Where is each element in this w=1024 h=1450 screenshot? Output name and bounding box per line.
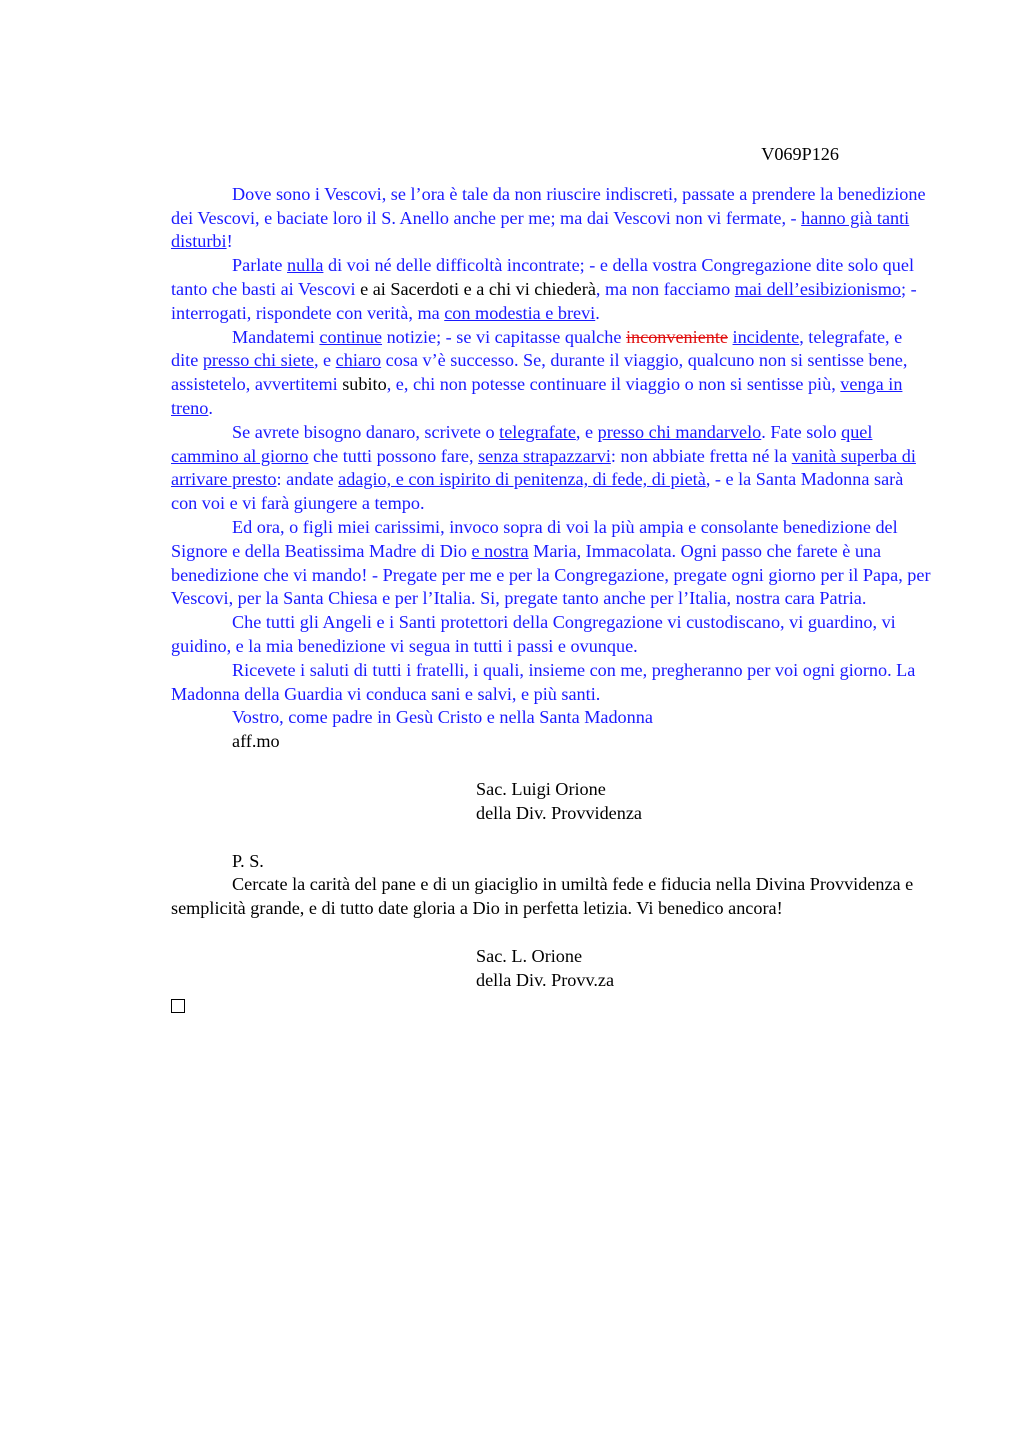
text: Maria, Immacolata. Ogni passo che farete è una benedizione che vi mando! - Pregate per me e per la Congregazione, pregate ogni giorno per il Papa, per Vescovi, per la Santa Chiesa e per l’Italia. Si, pregate tanto anche per l’Italia, nostra cara Patria. [171, 540, 931, 609]
text: Ed ora, o figli miei carissimi, invoco sopra di voi la più ampia e consolante benedizione del Signore e della Beatissima Madre di Dio [171, 516, 898, 561]
text: Dove sono i Vescovi, se l’ora è tale da non riuscire indiscreti, passate a prendere la benedizione dei Vescovi, e baciate loro il S. Anello anche per me; ma dai Vescovi non vi fermate, - [171, 183, 926, 228]
spacer [171, 826, 931, 850]
paragraph-greetings: Ricevete i saluti di tutti i fratelli, i quali, insieme con me, pregheranno per voi ogni giorno. La Madonna della Guardia vi conduca sani e salvi, e più santi. [171, 659, 916, 704]
paragraph-money [171, 421, 931, 516]
text: , e [575, 421, 598, 442]
underlined-text: hanno già tanti disturbi [171, 207, 910, 252]
underlined-text: adagio, e con ispirito di penitenza, di fede, di pietà [338, 469, 706, 490]
ps-paragraph: Cercate la carità del pane e di un giaciglio in umiltà fede e fiducia nella Divina Provvidenza e semplicità grande, e di tutto date gloria a Dio in perfetta letizia. Vi benedico ancora! [171, 874, 914, 919]
underlined-text: nulla [287, 255, 324, 276]
text: . [595, 302, 600, 323]
text: Se avrete bisogno danaro, scrivete o [232, 421, 500, 442]
signature-name: Sac. Luigi Orione [476, 778, 606, 799]
paragraph-news [171, 326, 931, 421]
original-text: subito [337, 374, 387, 395]
ps-label: P. S. [232, 850, 264, 871]
text: ! [226, 231, 233, 252]
empty-checkbox-icon [171, 999, 185, 1013]
text: cosa v’è successo. Se, durante il viaggio, qualcuno non si sentisse bene, assistetelo, avvertitemi [171, 350, 908, 395]
text: che tutti possono fare, [308, 445, 479, 466]
text: : non abbiate fretta né la [610, 445, 792, 466]
paragraph-blessing [171, 516, 931, 611]
text: : andate [276, 469, 339, 490]
underlined-text: e nostra [471, 540, 529, 561]
paragraph-speak [171, 254, 931, 325]
underlined-text: presso chi mandarvelo [597, 421, 762, 442]
spacer [171, 921, 931, 945]
text: notizie; - se vi capitasse qualche [382, 326, 626, 347]
spacer [171, 754, 931, 778]
underlined-text: chiaro [335, 350, 382, 371]
text: , - e la Santa Madonna sarà con voi e vi farà giungere a tempo. [171, 469, 904, 514]
text: Mandatemi [232, 326, 320, 347]
underlined-text: mai dell’esibizionismo [734, 278, 901, 299]
original-text: e ai Sacerdoti e a chi vi chiederà [355, 278, 596, 299]
letter-page [171, 143, 931, 1019]
paragraph-bishops [171, 183, 931, 254]
affmo-line: aff.mo [232, 731, 280, 752]
text: Parlate [232, 255, 288, 276]
text: , ma non facciamo [595, 278, 735, 299]
text: , e [313, 350, 336, 371]
underlined-text: telegrafate [499, 421, 576, 442]
text: . Fate solo [761, 421, 842, 442]
paragraph-angels: Che tutti gli Angeli e i Santi protettori della Congregazione vi custodiscano, vi guardino, vi guidino, e la mia benedizione vi segua in tutti i passi e ovunque. [171, 612, 896, 656]
underlined-text: vanità superba di arrivare presto [171, 445, 916, 490]
underlined-text: quel cammino al giorno [171, 421, 873, 466]
closing-line: Vostro, come padre in Gesù Cristo e nella Santa Madonna [232, 707, 653, 728]
underlined-text: presso chi siete [202, 350, 314, 371]
underlined-text: continue [319, 326, 383, 347]
underlined-text: incidente [732, 326, 800, 347]
signature-title: della Div. Provvidenza [476, 802, 642, 823]
underlined-text: senza strapazzarvi [478, 445, 611, 466]
deleted-text: inconveniente [625, 326, 728, 347]
text: ; - interrogati, rispondete con verità, ma [171, 278, 917, 323]
text: , telegrafate, e dite [171, 326, 903, 371]
text: . [208, 397, 213, 418]
text: , e, chi non potesse continuare il viaggio o non si sentisse più, [386, 374, 841, 395]
text: di voi né delle difficoltà incontrate; - e della vostra Congregazione dite solo quel tanto che basti ai Vescovi [171, 255, 914, 299]
document-reference: V069P126 [761, 144, 839, 164]
underlined-text: con modestia e brevi [444, 302, 596, 323]
ps-signature-name: Sac. L. Orione [476, 945, 583, 966]
underlined-text: venga in treno [171, 374, 903, 418]
ps-signature-title: della Div. Provv.za [476, 969, 615, 990]
